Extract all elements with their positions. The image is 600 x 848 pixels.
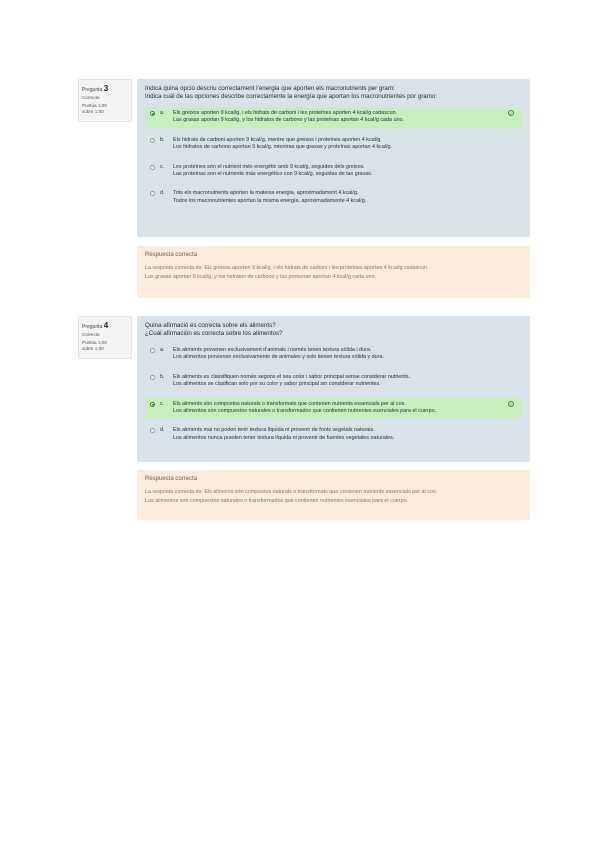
question-grade: Puntúa 1,00 sobre 1,00 — [82, 103, 107, 114]
radio-button[interactable] — [150, 428, 155, 433]
answer-option-a[interactable] — [145, 344, 522, 365]
radio-button[interactable] — [150, 165, 155, 170]
option-text-es: Los alimentos provienen exclusivamente de animales y solo tienen textura sólida y dura. — [173, 354, 384, 361]
option-text-es: Los alimentos son compuestos naturales o transformados que contienen nutrientes esenciales para el cuerpo. — [173, 408, 437, 415]
option-text-ca: Les proteïnes són el nutrient més energètic amb 9 kcal/g, seguides dels greixos. — [173, 163, 365, 170]
question-info — [78, 316, 132, 359]
feedback-title: Respuesta correcta — [145, 252, 198, 258]
question-state: Correcta — [82, 95, 100, 100]
option-letter: b. — [160, 136, 165, 143]
radio-button[interactable] — [150, 402, 155, 407]
option-letter: d. — [160, 427, 165, 434]
answer-option-b[interactable] — [145, 371, 522, 392]
option-text-ca: Els aliments es classifiquen només segons el seu color i sabor principal sense considerar nutrients. — [173, 373, 411, 380]
option-text-es: Los alimentos se clasifican solo por su color y sabor principal sin considerar nutrientes. — [173, 381, 381, 388]
feedback-box — [137, 470, 530, 520]
option-text-es: Los alimentos nunca pueden tener textura líquida ni provenir de fuentes vegetales naturales. — [173, 434, 395, 441]
answer-option-d[interactable] — [145, 187, 522, 208]
question-number: Pregunta 3 — [82, 84, 109, 93]
radio-button[interactable] — [150, 191, 155, 196]
question-state: Correcta — [82, 332, 100, 337]
question-text: Indica quina opció descriu correctament l’energia que aporten els macronutrients per gram: Indica cuál de las opciones describe correctamente la energía que aportan los macronutrientes por gramo: — [145, 85, 438, 100]
option-text-ca: Els aliments són compostos naturals o transformats que contenen nutrients essencials per al cos. — [173, 400, 406, 407]
answer-option-a[interactable] — [145, 107, 522, 128]
option-text-ca: Els greixos aporten 9 kcal/g, i els hidrats de carboni i les proteïnes aporten 4 kcal/g cadascun. — [173, 110, 398, 116]
option-text-ca: Tots els macronutrients aporten la mateixa energia, aproximadament 4 kcal/g. — [173, 190, 359, 197]
question-info — [78, 79, 132, 122]
option-letter: b. — [160, 373, 165, 380]
option-text-es: Los hidratos de carbono aportan 9 kcal/g, mientras que grasas y proteínas aportan 4 kcal/g. — [173, 144, 393, 151]
option-text-es: Las grasas aportan 9 kcal/g, y los hidratos de carbono y las proteínas aportan 4 kcal/g cada uno. — [173, 117, 405, 124]
option-letter: c. — [160, 400, 165, 407]
option-letter: c. — [160, 163, 165, 170]
correct-check-icon: ✓ — [509, 401, 513, 407]
option-text-ca: Els aliments mai no poden tenir textura líquida ni provenir de fonts vegetals naturals. — [173, 427, 375, 434]
answer-option-b[interactable] — [145, 134, 522, 155]
question-formulation — [137, 79, 530, 237]
radio-button[interactable] — [150, 375, 155, 380]
radio-button[interactable] — [150, 138, 155, 143]
correct-check-icon: ✓ — [509, 111, 513, 116]
feedback-text: La resposta correcta és: Els aliments són compostos naturals o transformats que contenen nutrients essencials per al cos. Los alimentos son compuestos naturales o transformados que contienen nutrientes esenciales para el cuerpo. — [145, 489, 438, 504]
option-text-ca: Els aliments provenen exclusivament d’animals i només tenen textura sòlida i dura. — [173, 347, 372, 353]
question-grade: Puntúa 1,00 sobre 1,00 — [82, 340, 107, 351]
option-text-es: Las proteínas son el nutriente más energético con 9 kcal/g, seguidas de las grasas. — [173, 171, 373, 178]
radio-button[interactable] — [150, 348, 155, 353]
option-letter: a. — [160, 110, 165, 116]
question-formulation — [137, 316, 530, 462]
question-number: Pregunta 4 — [82, 321, 109, 330]
option-letter: a. — [160, 347, 165, 353]
answer-options — [145, 344, 522, 445]
answer-option-c[interactable] — [145, 398, 522, 419]
question-text: Quina afirmació és correcta sobre els aliments? ¿Cuál afirmación es correcta sobre los alimentos? — [145, 322, 283, 337]
answer-options — [145, 107, 522, 208]
option-text-es: Todos los macronutrientes aportan la misma energía, aproximadamente 4 kcal/g. — [173, 197, 367, 204]
feedback-box — [137, 246, 530, 298]
feedback-text: La resposta correcta és: Els greixos aporten 9 kcal/g, i els hidrats de carboni i les proteïnes aporten 4 kcal/g cadascun. Las grasas aportan 9 kcal/g, y los hidratos de carbono y las proteínas aportan 4 kcal/g cada uno. — [145, 265, 429, 280]
radio-button[interactable] — [150, 111, 155, 116]
answer-option-c[interactable] — [145, 161, 522, 182]
feedback-title: Respuesta correcta — [145, 476, 198, 482]
option-letter: d. — [160, 190, 165, 197]
answer-option-d[interactable] — [145, 424, 522, 445]
option-text-ca: Els hidrats de carboni aporten 9 kcal/g, mentre que greixos i proteïnes aporten 4 kcal/g. — [173, 136, 382, 143]
